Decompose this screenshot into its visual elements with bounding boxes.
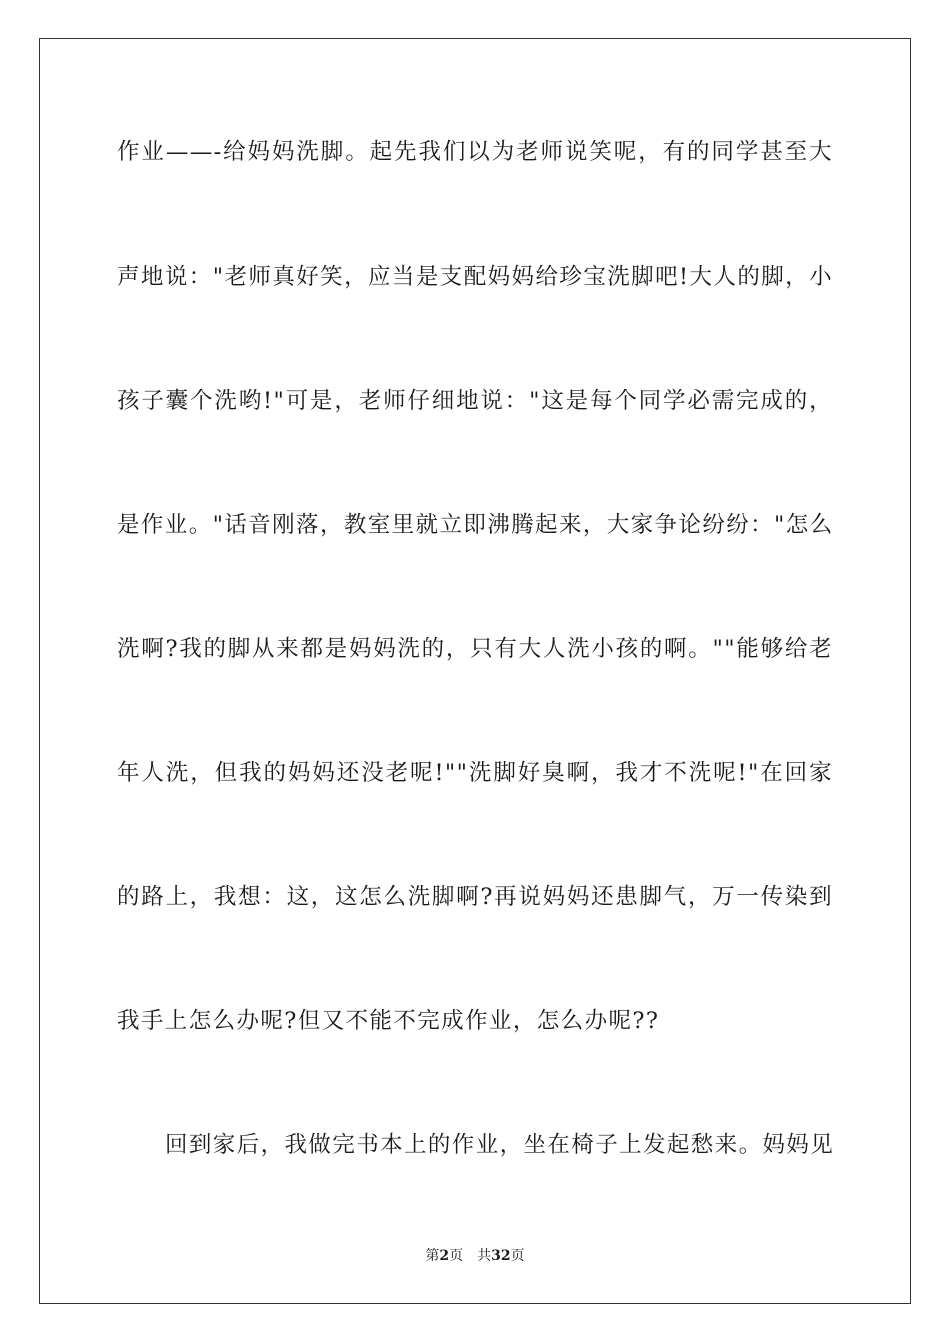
body-line-1: 作业——-给妈妈洗脚。起先我们以为老师说笑呢，有的同学甚至大 [117,139,833,165]
paragraph-start-line: 回到家后，我做完书本上的作业，坐在椅子上发起愁来。妈妈见 [165,1132,835,1158]
body-line-5: 洗啊?我的脚从来都是妈妈洗的，只有大人洗小孩的啊。""能够给老 [117,636,833,662]
body-line-3: 孩子囊个洗哟!"可是，老师仔细地说："这是每个同学必需完成的， [117,388,833,414]
page-suffix: 页 [449,1248,464,1264]
page-footer [0,1246,950,1266]
page-border [39,38,911,1304]
total-pages: 32 [491,1248,511,1264]
body-line-2: 声地说："老师真好笑，应当是支配妈妈给珍宝洗脚吧!大人的脚，小 [117,264,833,290]
page-number: 2 [439,1248,450,1264]
body-line-8: 我手上怎么办呢?但又不能不完成作业，怎么办呢?? [117,1008,660,1034]
page-prefix: 第 [425,1248,440,1264]
body-line-6: 年人洗，但我的妈妈还没老呢!""洗脚好臭啊，我才不洗呢!"在回家 [117,760,833,786]
body-line-7: 的路上，我想：这，这怎么洗脚啊?再说妈妈还患脚气，万一传染到 [117,884,833,910]
body-line-4: 是作业。"话音刚落，教室里就立即沸腾起来，大家争论纷纷："怎么 [117,512,834,538]
total-prefix: 共 [477,1248,492,1264]
total-suffix: 页 [510,1248,525,1264]
